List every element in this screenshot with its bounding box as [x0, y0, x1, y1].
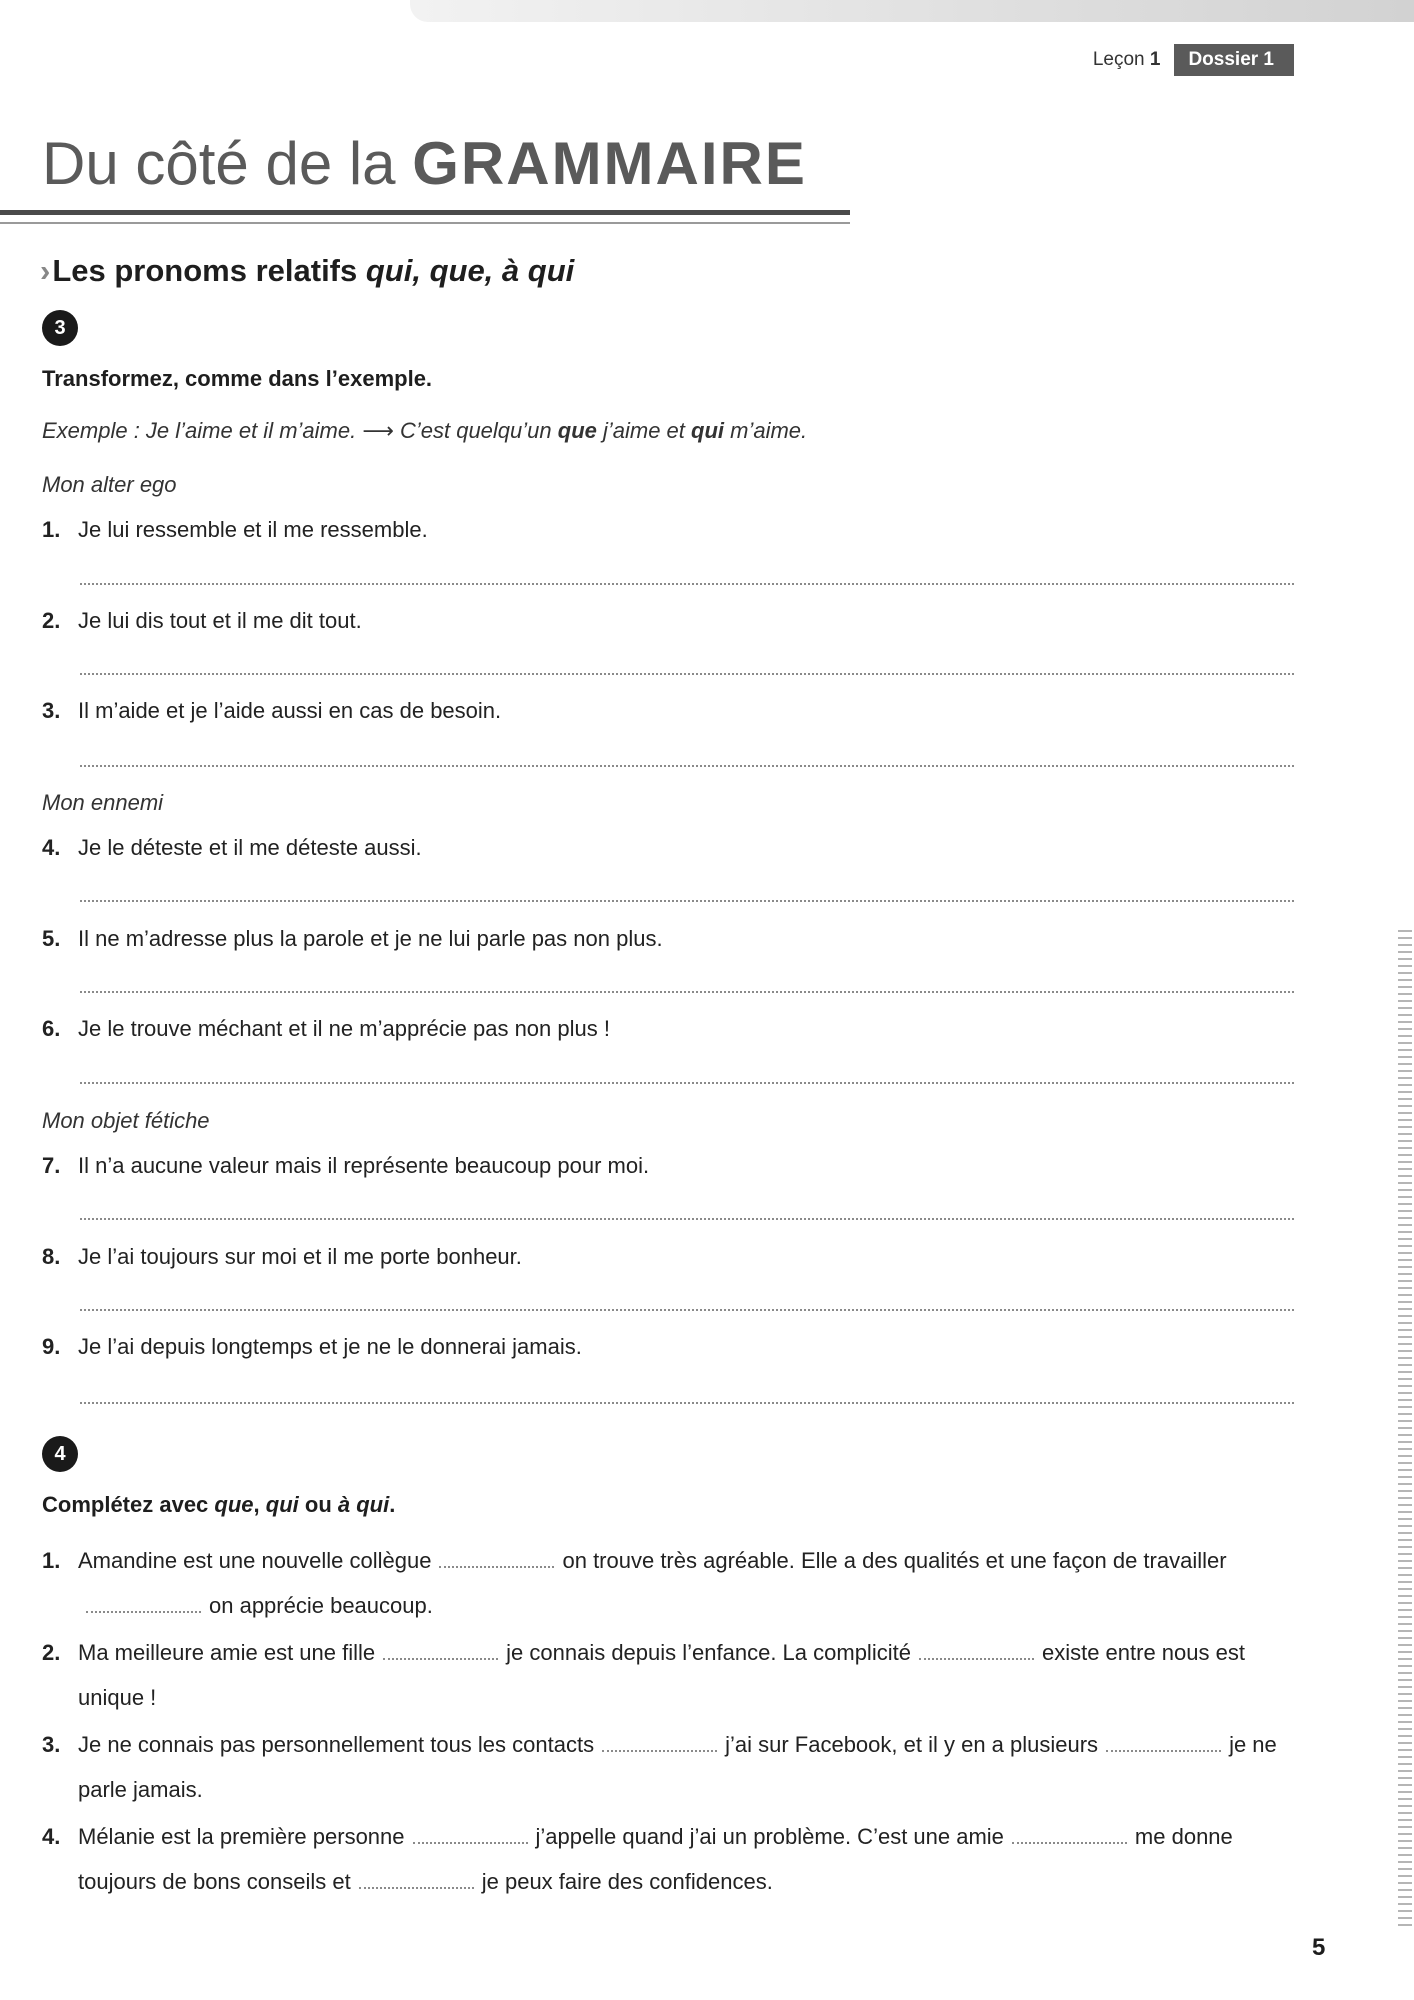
answer-line[interactable] — [80, 583, 1294, 585]
answer-line[interactable] — [80, 1309, 1294, 1311]
page-title: Du côté de la GRAMMAIRE — [42, 130, 807, 197]
exercise-item: 2. Je lui dis tout et il me dit tout. — [42, 608, 362, 633]
exercise-item: 7. Il n’a aucune valeur mais il représente beaucoup pour moi. — [42, 1153, 650, 1178]
exercise-example: Exemple : Je l’aime et il m’aime. ⟶ C’est quelqu’un que j’aime et qui m’aime. — [42, 418, 808, 443]
title-rule-thin — [0, 222, 850, 224]
answer-line[interactable] — [80, 1402, 1294, 1404]
dossier-badge: Dossier 1 — [1174, 44, 1294, 76]
page-header — [1093, 44, 1294, 76]
group-heading: Mon objet fétiche — [42, 1108, 210, 1133]
blank-field[interactable] — [1106, 1736, 1221, 1752]
blank-field[interactable] — [602, 1736, 717, 1752]
margin-marks — [1398, 930, 1412, 1930]
page-number: 5 — [1312, 1934, 1326, 1961]
exercise-instruction: Transformez, comme dans l’exemple. — [42, 366, 433, 391]
fill-in-item: 4. Mélanie est la première personne j’appelle quand j’ai un problème. C’est une amie me donne toujours de bons conseils et je peux faire des confidences. — [42, 1824, 1233, 1894]
exercise-item: 3. Il m’aide et je l’aide aussi en cas de besoin. — [42, 698, 502, 723]
group-heading: Mon ennemi — [42, 790, 164, 815]
top-band — [410, 0, 1414, 22]
lecon-label: Leçon 1 — [1092, 49, 1161, 70]
answer-line[interactable] — [80, 991, 1294, 993]
answer-line[interactable] — [80, 1218, 1294, 1220]
fill-in-item: 1. Amandine est une nouvelle collègue on trouve très agréable. Elle a des qualités et une façon de travailleron apprécie beaucoup. — [42, 1548, 1227, 1618]
exercise-item: 6. Je le trouve méchant et il ne m’apprécie pas non plus ! — [42, 1016, 610, 1041]
exercise-number-badge: 4 — [42, 1436, 78, 1472]
blank-field[interactable] — [359, 1873, 474, 1889]
exercise-item: 1. Je lui ressemble et il me ressemble. — [42, 517, 428, 542]
exercise-item: 9. Je l’ai depuis longtemps et je ne le donnerai jamais. — [42, 1334, 582, 1359]
exercise-item: 4. Je le déteste et il me déteste aussi. — [42, 835, 422, 860]
blank-field[interactable] — [439, 1552, 554, 1568]
blank-field[interactable] — [413, 1828, 528, 1844]
answer-line[interactable] — [80, 765, 1294, 767]
fill-in-item: 3. Je ne connais pas personnellement tous les contacts j’ai sur Facebook, et il y en a plusieurs je ne parle jamais. — [42, 1732, 1277, 1802]
blank-field[interactable] — [1012, 1828, 1127, 1844]
exercise-number-badge: 3 — [42, 310, 78, 346]
group-heading: Mon alter ego — [42, 472, 177, 497]
answer-line[interactable] — [80, 900, 1294, 902]
title-rule — [0, 210, 850, 215]
fill-in-item: 2. Ma meilleure amie est une fille je connais depuis l’enfance. La complicité existe entre nous est unique ! — [42, 1640, 1245, 1710]
chevron-right-icon: › — [40, 253, 51, 288]
answer-line[interactable] — [80, 673, 1294, 675]
exercise-item: 8. Je l’ai toujours sur moi et il me porte bonheur. — [42, 1244, 522, 1269]
answer-line[interactable] — [80, 1082, 1294, 1084]
blank-field[interactable] — [86, 1597, 201, 1613]
blank-field[interactable] — [919, 1644, 1034, 1660]
exercise-instruction: Complétez avec que, qui ou à qui. — [42, 1492, 396, 1517]
blank-field[interactable] — [383, 1644, 498, 1660]
exercise-item: 5. Il ne m’adresse plus la parole et je ne lui parle pas non plus. — [42, 926, 663, 951]
section-title: ›Les pronoms relatifs qui, que, à qui — [40, 253, 575, 288]
